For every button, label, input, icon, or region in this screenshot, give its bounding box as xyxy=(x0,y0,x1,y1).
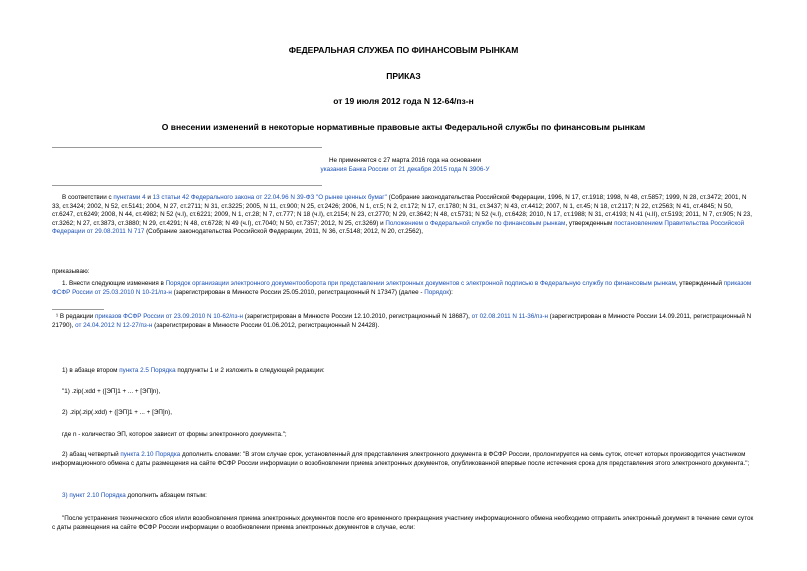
item-1-paragraph xyxy=(52,280,755,297)
footnote-text-1: В редакции xyxy=(58,313,95,320)
preamble-text-2: и xyxy=(145,194,153,201)
status-note-text: Не применяется с 27 марта 2016 года на основании xyxy=(328,157,482,164)
item-1-text-3: (зарегистрирован в Минюсте России 25.05.2010, регистрационный N 17347) (далее - xyxy=(171,288,425,296)
link-procedure-short[interactable]: Порядок xyxy=(424,288,450,296)
link-government-decree[interactable]: постановлением Правительства Российской Федерации от 29.08.2011 N 717 xyxy=(52,219,745,236)
footnote-text-4: (зарегистрирован в Минюсте России 01.06.2012, регистрационный N 24428). xyxy=(152,321,380,329)
subitem-2 xyxy=(52,451,755,468)
formula-2: 2) .zip(.zip(.xdd) + ([ЭП]1 + ... + [ЭП]n), xyxy=(62,409,172,416)
formula-note: где n - количество ЭП, которое зависит от формы электронного документа."; xyxy=(62,431,287,438)
quote-paragraph: "После устранения технического сбоя и/или возобновления приема электронных документов после его временного прекращения участнику информационного обмена необходимо отправить электронный документ в течение семи суток с даты размещения на сайте ФСФР России информации о возобновлении приема электронных документов в случае, если: xyxy=(52,515,754,531)
link-procedure[interactable]: Порядок организации электронного документооборота при представлении электронных документов с электронной подписью в Федеральную службу по финансовым рынкам xyxy=(165,280,676,287)
link-point-2-10-b[interactable]: 3) пункт 2.10 Порядка xyxy=(62,492,126,499)
item-1-text-4: ): xyxy=(449,288,453,296)
link-point-4[interactable]: пунктами 4 xyxy=(113,194,146,201)
agency-title: ФЕДЕРАЛЬНАЯ СЛУЖБА ПО ФИНАНСОВЫМ РЫНКАМ xyxy=(288,45,519,55)
link-order-12-27[interactable]: от 24.04.2012 N 12-27/пз-н xyxy=(75,321,153,329)
link-order-10-62[interactable]: приказов ФСФР России от 23.09.2010 N 10-62/пз-н xyxy=(95,313,244,320)
formula-1: "1) .zip(.xdd + ([ЭП]1 + ... + [ЭП]n), xyxy=(62,388,161,395)
item-1-text-2: , утвержденный xyxy=(675,280,724,287)
footnote-marker: ¹ xyxy=(56,313,59,320)
link-law-39fz[interactable]: 13 статьи 42 Федерального закона от 22.04.96 N 39-ФЗ "О рынке ценных бумаг" xyxy=(152,194,387,201)
subitem-2-text-2: дополнить словами: "В этом случае срок, установленный для представления электронного документа в ФСФР России, пролонгируется на семь суток, отсчет которых производится участником информационного обмена с даты размещения на сайте ФСФР России информации о возобновлении приема электронных документов, опубликованной впервые после истечения срока для представления этого электронного документа."; xyxy=(52,451,750,467)
footnote-separator xyxy=(52,309,104,310)
order-word: приказываю: xyxy=(52,268,90,275)
footnote-text-2: (зарегистрирован в Минюсте России 12.10.2010, регистрационный N 18687), xyxy=(243,313,472,320)
document-type: ПРИКАЗ xyxy=(386,71,421,81)
preamble-text-3: (Собрание законодательства Российской Федерации, 1996, N 17, ст.1918; 1998, N 48, ст.5857; 1999, N 28, ст.3472; 2001, N 33, ст.3424; 2002, N 52, ст.5141; 2004, N 27, ст.2711; N 31, ст.3225; 2005, N 11, ст.900; N 25, ст.2426; 2006, N 1, ст.5; N 2, ст.172; N 17, ст.1780; N 31, ст.3437; N 43, ст.4412; 2007, N 1, ст.45; N 18, ст.2117; N 22, ст.2563; N 41, ст.4845; N 50, ст.6247, ст.6249; 2008, N 44, ст.4982; N 52 (ч.I), ст.6221; 2009, N 1, ст.28; N 7, ст.777; N 18 (ч.I), ст.2154; N 23, ст.2770; N 29, ст.3642; N 48, ст.5731; N 52 (ч.I), ст.6428; 2010, N 17, ст.1988; N 31, ст.4193; N 41 (ч.II), ст.5193; 2011, N 7, ст.905; N 23, ст.3262; N 27, ст.3873, ст.3880; N 29, ст.4291; N 48, ст.6728; N 49 (ч.I), ст.7040; N 50, ст.7357; 2012, N 25, ст.3269) и xyxy=(52,194,752,227)
subitem-2-text-1: 2) абзац четвертый xyxy=(62,451,121,458)
subitem-1 xyxy=(62,367,325,376)
separator-bottom xyxy=(52,185,322,186)
subitem-3-text: дополнить абзацем пятым: xyxy=(125,492,207,499)
subitem-1-text-1: 1) в абзаце втором xyxy=(62,367,120,374)
link-point-2-10[interactable]: пункта 2.10 Порядка xyxy=(120,451,181,458)
subitem-1-text-2: подпункты 1 и 2 изложить в следующей редакции: xyxy=(175,367,325,374)
preamble-text-1: В соответствии с xyxy=(62,194,114,201)
link-order-11-36[interactable]: от 02.08.2011 N 11-36/пз-н xyxy=(471,313,548,320)
link-point-2-5[interactable]: пункта 2.5 Порядка xyxy=(119,367,176,374)
link-order-10-21[interactable]: приказом ФСФР России от 25.03.2010 N 10-21/пз-н xyxy=(52,280,752,296)
subitem-3 xyxy=(62,492,207,501)
document-subject: О внесении изменений в некоторые нормативные правовые акты Федеральной службы по финансовым рынкам xyxy=(161,122,646,132)
preamble-text-4: , утвержденным xyxy=(565,219,615,227)
status-note-link[interactable]: указания Банка России от 21 декабря 2015 года N 3906-У xyxy=(320,165,490,173)
preamble-text-5: (Собрание законодательства Российской Федерации, 2011, N 36, ст.5148; 2012, N 20, ст.2562), xyxy=(144,228,423,236)
item-1-text-1: 1. Внести следующие изменения в xyxy=(62,280,166,287)
status-note xyxy=(180,157,630,174)
link-fsfr-regulation[interactable]: Положением о Федеральной службе по финансовым рынкам xyxy=(385,219,566,227)
preamble-paragraph xyxy=(52,194,755,237)
footnote-paragraph xyxy=(52,313,755,330)
document-date-number: от 19 июля 2012 года N 12-64/пз-н xyxy=(333,96,474,106)
separator-top xyxy=(52,147,322,148)
footnote-text-3: (зарегистрирован в Минюсте России 14.09.2011, регистрационный N 21790), xyxy=(52,313,752,329)
